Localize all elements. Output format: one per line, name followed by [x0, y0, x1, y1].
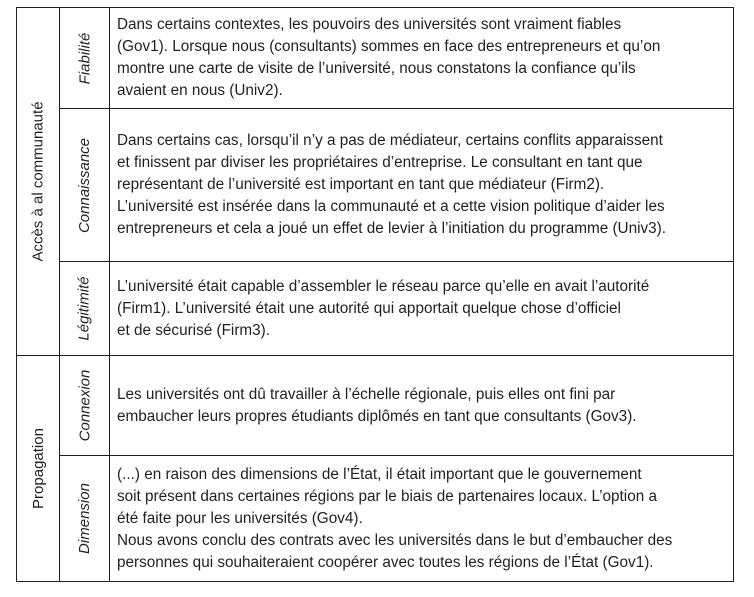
- row-label-cell: [60, 8, 109, 108]
- table: [16, 7, 734, 582]
- text-line: Dans certains cas, lorsqu’il n’y a pas de médiateur, certains conflits apparaissent: [117, 132, 663, 149]
- text-line: été faite pour les universités (Gov4).: [117, 509, 363, 527]
- text-line: personnes qui souhaiteraient coopérer avec toutes les régions de l’État (Gov1).: [117, 553, 654, 571]
- text-line: soit présent dans certaines régions par le biais de partenaires locaux. L’option a: [117, 487, 657, 505]
- text-line: embaucher leurs propres étudiants diplômés en tant que consultants (Gov3).: [117, 407, 637, 425]
- group-label: Accès à al communauté: [29, 101, 47, 262]
- row-text-cell: [117, 109, 727, 261]
- text-line: Nous avons conclu des contrats avec les universités dans le but d’embaucher des: [117, 531, 673, 549]
- text-line: entrepreneurs et cela a joué un effet de levier à l’initiation du programme (Univ3).: [117, 220, 667, 237]
- row-text-cell: [117, 356, 727, 455]
- row-label: Connaissance: [76, 137, 93, 233]
- row-label: Connexion: [76, 369, 93, 442]
- row-label: Dimension: [76, 483, 93, 554]
- text-line: montre une carte de visite de l’université, nous constatons la confiance qu’ils: [117, 60, 636, 77]
- group-label: Propagation: [29, 428, 47, 509]
- row-label-cell: [60, 456, 109, 581]
- row-label: Légitimité: [76, 276, 94, 341]
- row-label: Fiabilité: [76, 32, 93, 84]
- text-line: avaient en nous (Univ2).: [117, 82, 283, 99]
- row-text-cell: [117, 262, 727, 355]
- row-text-cell: [117, 8, 727, 108]
- text-line: L’université est insérée dans la communauté et a cette vision politique d’aider les: [117, 198, 665, 215]
- group-label-cell: [17, 8, 59, 355]
- text-line: (...) en raison des dimensions de l’État, il était important que le gouvernement: [117, 465, 642, 483]
- row-text-cell: [117, 456, 727, 581]
- row-label-cell: [60, 262, 109, 355]
- text-line: et de sécurisé (Firm3).: [117, 321, 271, 339]
- text-line: L’université était capable d’assembler le réseau parce qu’elle en avait l’autorité: [117, 277, 650, 295]
- row-label-cell: [60, 109, 109, 261]
- text-line: Les universités ont dû travailler à l’échelle régionale, puis elles ont fini par: [117, 385, 616, 403]
- text-line: (Firm1). L’université était une autorité qui apportait quelque chose d’officiel: [117, 299, 621, 317]
- text-line: représentant de l’université est important en tant que médiateur (Firm2).: [117, 176, 605, 193]
- text-line: (Gov1). Lorsque nous (consultants) sommes en face des entrepreneurs et qu’on: [117, 38, 661, 55]
- column-divider: [109, 8, 110, 581]
- text-line: Dans certains contextes, les pouvoirs des universités sont vraiment fiables: [117, 16, 622, 33]
- group-label-cell: [17, 356, 59, 581]
- row-label-cell: [60, 356, 109, 455]
- text-line: et finissent par diviser les propriétaires d’entreprise. Le consultant en tant que: [117, 154, 643, 171]
